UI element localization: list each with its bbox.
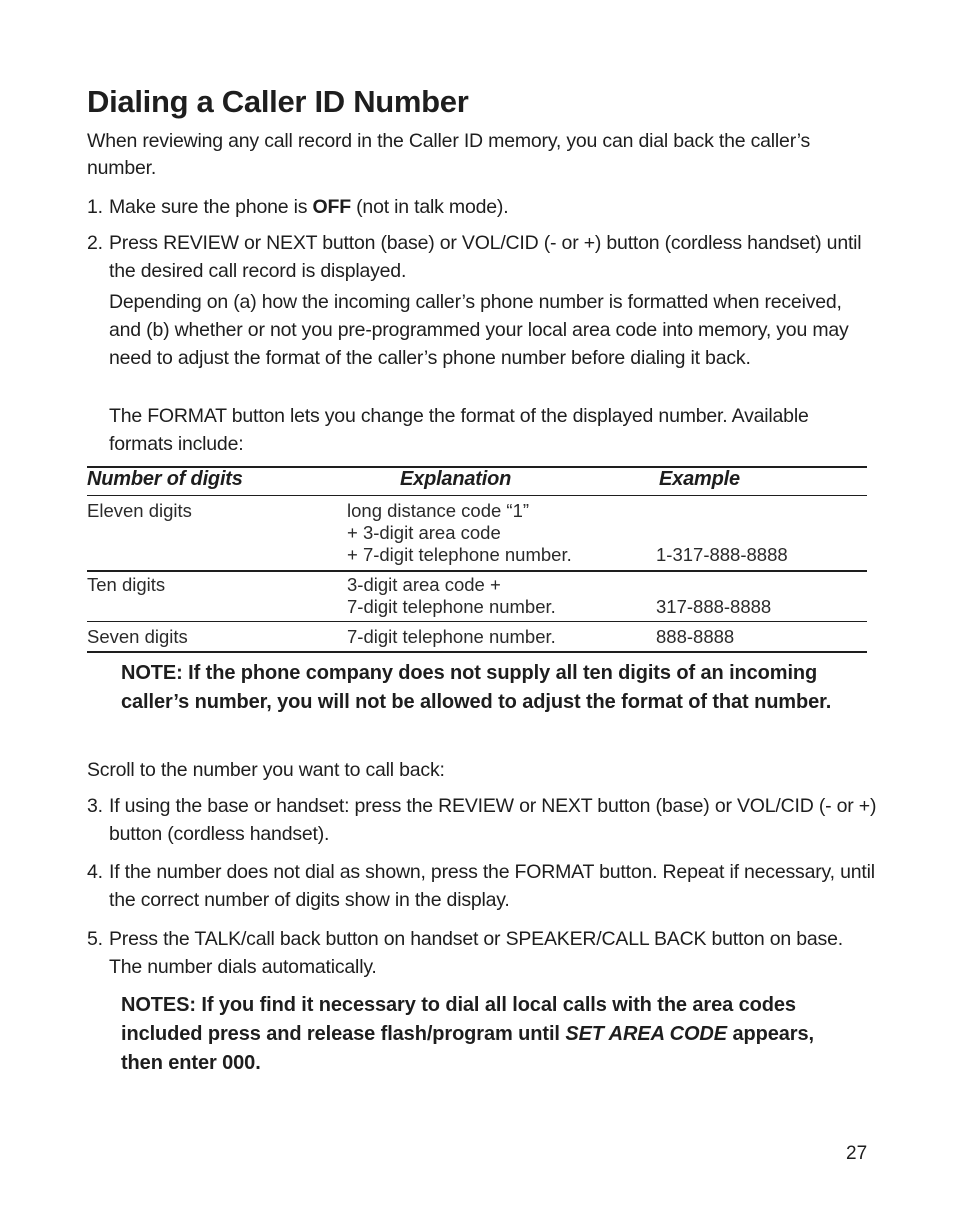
step-text: If using the base or handset: press the REVIEW or NEXT button (base) or VOL/CID (- or +) button (cordless handset). [109,795,877,845]
intro-paragraph: When reviewing any call record in the Caller ID memory, you can dial back the caller’s number. [87,130,811,179]
step-number: 1. [87,196,103,218]
step-number: 2. [87,232,103,254]
step-number: 3. [87,795,103,817]
note-ten-digits: NOTE: If the phone company does not supply all ten digits of an incoming caller’s number, you will not be allowed to adjust the format of that number. [121,662,832,713]
header-explanation: Explanation [400,468,512,490]
format-button-paragraph: The FORMAT button lets you change the format of the displayed number. Available formats include: [109,405,809,455]
step-3 [87,792,877,848]
page-title: Dialing a Caller ID Number [87,84,469,119]
cell-digits: Ten digits [87,574,166,595]
step-number: 4. [87,861,103,883]
step-text: Press the TALK/call back button on handset or SPEAKER/CALL BACK button on base. The number dials automatically. [109,928,843,978]
step-bold-keyword: OFF [312,196,351,218]
step-text-end: (not in talk mode). [350,196,509,218]
cell-explanation-line: + 3-digit area code [347,522,501,543]
cell-digits: Seven digits [87,626,188,647]
cell-explanation-line: 3-digit area code + [347,574,501,595]
notes-italic-term: SET AREA CODE [565,1023,728,1045]
notes-text-end: appears, then enter 000. [121,1023,814,1074]
table-row-rule [87,570,867,572]
step-4 [87,858,877,914]
step-1 [87,193,877,221]
cell-digits: Eleven digits [87,500,192,521]
notes-area-code [121,991,841,1078]
table-bottom-rule [87,651,867,653]
step-5 [87,925,877,981]
page-number: 27 [846,1143,868,1164]
notes-text: NOTES: If you find it necessary to dial all local calls with the area codes included press and release flash/program until [121,994,796,1045]
cell-explanation-line: long distance code “1” [347,500,530,521]
cell-explanation-line: 7-digit telephone number. [347,596,556,617]
table-header-rule [87,495,867,496]
header-number-of-digits: Number of digits [87,468,243,490]
header-example: Example [659,468,740,490]
step-number: 5. [87,928,103,950]
format-explanation-paragraph: Depending on (a) how the incoming caller’s phone number is formatted when received, and (b) whether or not you pre-programmed your local area code into memory, you may need to adjust the format of the caller’s phone number before dialing it back. [109,291,849,369]
cell-example: 1-317-888-8888 [656,544,788,565]
step-text: If the number does not dial as shown, press the FORMAT button. Repeat if necessary, until the correct number of digits show in the display. [109,861,875,911]
step-text: Press REVIEW or NEXT button (base) or VOL/CID (- or +) button (cordless handset) until the desired call record is displayed. [109,232,862,282]
step-text: Make sure the phone is [109,196,313,218]
cell-explanation-line: 7-digit telephone number. [347,626,556,647]
cell-example: 888-8888 [656,626,735,647]
scroll-instruction: Scroll to the number you want to call back: [87,759,445,781]
cell-example: 317-888-8888 [656,596,772,617]
cell-explanation-line: + 7-digit telephone number. [347,544,572,565]
table-row-rule [87,621,867,622]
step-2 [87,229,877,285]
